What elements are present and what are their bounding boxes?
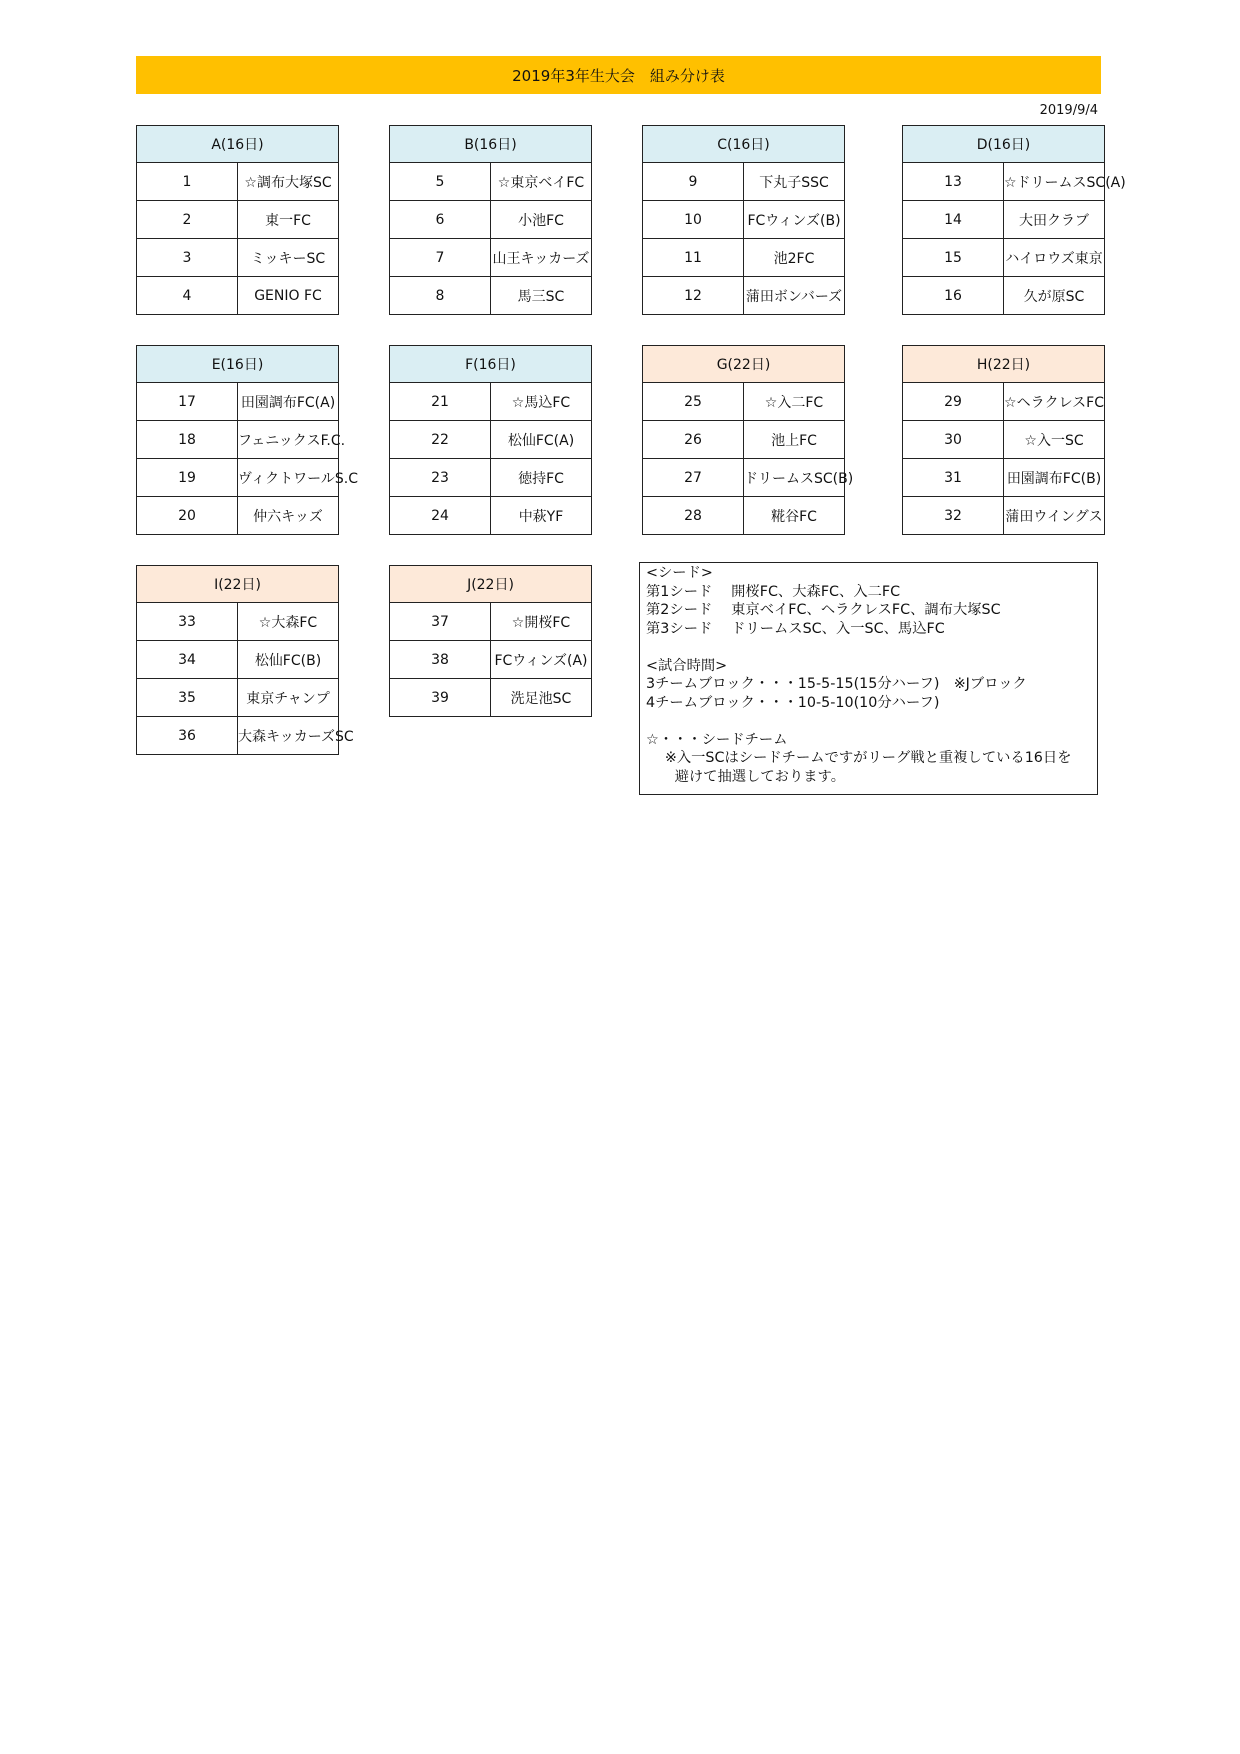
team-name: ☆東京ベイFC xyxy=(491,163,592,201)
table-row xyxy=(903,383,1105,421)
table-row xyxy=(390,277,592,315)
team-name: ミッキーSC xyxy=(238,239,339,277)
table-row xyxy=(137,459,339,497)
seed-line-1: 第1シード 開桜FC、大森FC、入二FC xyxy=(646,583,901,600)
seed-legend: ☆・・・シードチーム xyxy=(646,731,788,748)
team-number: 30 xyxy=(903,421,1004,459)
group-table xyxy=(389,125,592,315)
document-date: 2019/9/4 xyxy=(1039,103,1098,118)
team-number: 6 xyxy=(390,201,491,239)
team-number: 13 xyxy=(903,163,1004,201)
group-header: I(22日) xyxy=(137,566,339,603)
team-number: 20 xyxy=(137,497,238,535)
page-title: 2019年3年生大会 組み分け表 xyxy=(136,56,1101,94)
table-row xyxy=(137,679,339,717)
team-number: 5 xyxy=(390,163,491,201)
team-number: 17 xyxy=(137,383,238,421)
team-number: 23 xyxy=(390,459,491,497)
team-name: 久が原SC xyxy=(1004,277,1105,315)
group-header: C(16日) xyxy=(643,126,845,163)
team-name: 糀谷FC xyxy=(744,497,845,535)
team-name: 東一FC xyxy=(238,201,339,239)
team-number: 32 xyxy=(903,497,1004,535)
table-row xyxy=(137,201,339,239)
team-number: 4 xyxy=(137,277,238,315)
table-row xyxy=(137,239,339,277)
spacer xyxy=(646,638,1091,657)
group-table xyxy=(136,345,358,535)
team-number: 14 xyxy=(903,201,1004,239)
table-row xyxy=(643,163,845,201)
table-row xyxy=(903,421,1105,459)
team-number: 37 xyxy=(390,603,491,641)
group-table xyxy=(642,345,854,535)
group-table xyxy=(642,125,845,315)
table-row xyxy=(137,717,339,755)
team-name: ☆調布大塚SC xyxy=(238,163,339,201)
team-name: 蒲田ウイングス xyxy=(1004,497,1105,535)
team-number: 19 xyxy=(137,459,238,497)
time-line-2: 4チームブロック・・・10-5-10(10分ハーフ) xyxy=(646,694,940,711)
team-name: GENIO FC xyxy=(238,277,339,315)
group-header: G(22日) xyxy=(643,346,845,383)
remark-line-2: 避けて抽選しております。 xyxy=(646,768,846,785)
table-row xyxy=(390,383,592,421)
table-row xyxy=(643,201,845,239)
table-row xyxy=(137,421,339,459)
team-number: 27 xyxy=(643,459,744,497)
team-number: 25 xyxy=(643,383,744,421)
table-row xyxy=(137,277,339,315)
team-number: 33 xyxy=(137,603,238,641)
team-name: ☆ヘラクレスFC xyxy=(1004,383,1105,421)
table-row xyxy=(390,679,592,717)
team-name: 松仙FC(A) xyxy=(491,421,592,459)
team-number: 7 xyxy=(390,239,491,277)
table-row xyxy=(390,641,592,679)
table-row xyxy=(903,459,1105,497)
table-row xyxy=(643,421,845,459)
team-number: 28 xyxy=(643,497,744,535)
spacer xyxy=(646,712,1091,731)
team-name: ☆開桜FC xyxy=(491,603,592,641)
table-row xyxy=(903,163,1105,201)
team-name: ☆入二FC xyxy=(744,383,845,421)
table-row xyxy=(390,421,592,459)
seed-line-3: 第3シード ドリームスSC、入一SC、馬込FC xyxy=(646,620,945,637)
group-header: H(22日) xyxy=(903,346,1105,383)
table-row xyxy=(137,163,339,201)
team-name: ☆馬込FC xyxy=(491,383,592,421)
team-name: 松仙FC(B) xyxy=(238,641,339,679)
table-row xyxy=(643,497,845,535)
team-number: 10 xyxy=(643,201,744,239)
team-number: 36 xyxy=(137,717,238,755)
team-number: 35 xyxy=(137,679,238,717)
team-number: 11 xyxy=(643,239,744,277)
table-row xyxy=(903,277,1105,315)
table-row xyxy=(903,497,1105,535)
team-name: 田園調布FC(A) xyxy=(238,383,339,421)
team-number: 21 xyxy=(390,383,491,421)
group-table xyxy=(389,565,592,717)
team-name: 小池FC xyxy=(491,201,592,239)
table-row xyxy=(643,277,845,315)
team-name: FCウィンズ(A) xyxy=(491,641,592,679)
team-name: 馬三SC xyxy=(491,277,592,315)
team-name: 東京チャンプ xyxy=(238,679,339,717)
table-row xyxy=(390,603,592,641)
team-name: 大田クラブ xyxy=(1004,201,1105,239)
seed-line-2: 第2シード 東京ベイFC、ヘラクレスFC、調布大塚SC xyxy=(646,602,1001,618)
time-line-1: 3チームブロック・・・15-5-15(15分ハーフ) ※Jブロック xyxy=(646,676,1027,692)
table-row xyxy=(137,497,339,535)
team-number: 29 xyxy=(903,383,1004,421)
team-name: 下丸子SSC xyxy=(744,163,845,201)
group-table xyxy=(136,565,354,755)
group-header: F(16日) xyxy=(390,346,592,383)
team-number: 2 xyxy=(137,201,238,239)
remark-line-1: ※入一SCはシードチームですがリーグ戦と重複している16日を xyxy=(646,750,1072,766)
team-name: 洗足池SC xyxy=(491,679,592,717)
team-name: 池上FC xyxy=(744,421,845,459)
group-header: D(16日) xyxy=(903,126,1105,163)
team-name: FCウィンズ(B) xyxy=(744,201,845,239)
team-number: 9 xyxy=(643,163,744,201)
table-row xyxy=(643,383,845,421)
team-name: 中萩YF xyxy=(491,497,592,535)
team-name: フェニックスF.C. xyxy=(238,421,339,459)
table-row xyxy=(390,459,592,497)
team-number: 22 xyxy=(390,421,491,459)
team-number: 26 xyxy=(643,421,744,459)
team-number: 39 xyxy=(390,679,491,717)
team-name: 田園調布FC(B) xyxy=(1004,459,1105,497)
team-name: ☆大森FC xyxy=(238,603,339,641)
table-row xyxy=(137,603,339,641)
table-row xyxy=(390,163,592,201)
group-header: E(16日) xyxy=(137,346,339,383)
team-name: 仲六キッズ xyxy=(238,497,339,535)
group-table xyxy=(902,345,1105,535)
team-name: 大森キッカーズSC xyxy=(238,717,339,755)
team-number: 1 xyxy=(137,163,238,201)
notes-box xyxy=(639,562,1098,795)
team-number: 38 xyxy=(390,641,491,679)
team-number: 24 xyxy=(390,497,491,535)
table-row xyxy=(390,239,592,277)
group-header: A(16日) xyxy=(137,126,339,163)
team-number: 16 xyxy=(903,277,1004,315)
team-name: 池2FC xyxy=(744,239,845,277)
table-row xyxy=(643,239,845,277)
team-name: ハイロウズ東京 xyxy=(1004,239,1105,277)
team-number: 3 xyxy=(137,239,238,277)
team-name: ☆ドリームスSC(A) xyxy=(1004,163,1105,201)
group-table xyxy=(136,125,339,315)
team-name: ☆入一SC xyxy=(1004,421,1105,459)
group-table xyxy=(389,345,592,535)
team-name: 蒲田ボンバーズ xyxy=(744,277,845,315)
team-name: ヴィクトワールS.C xyxy=(238,459,339,497)
group-header: J(22日) xyxy=(390,566,592,603)
team-name: ドリームスSC(B) xyxy=(744,459,845,497)
table-row xyxy=(903,201,1105,239)
table-row xyxy=(137,641,339,679)
team-name: 徳持FC xyxy=(491,459,592,497)
team-number: 18 xyxy=(137,421,238,459)
time-heading: <試合時間> xyxy=(646,657,728,674)
table-row xyxy=(390,201,592,239)
table-row xyxy=(903,239,1105,277)
table-row xyxy=(643,459,845,497)
team-number: 15 xyxy=(903,239,1004,277)
seed-heading: <シード> xyxy=(646,565,713,581)
team-number: 31 xyxy=(903,459,1004,497)
team-number: 34 xyxy=(137,641,238,679)
group-table xyxy=(902,125,1126,315)
team-number: 12 xyxy=(643,277,744,315)
table-row xyxy=(390,497,592,535)
table-row xyxy=(137,383,339,421)
team-name: 山王キッカーズ xyxy=(491,239,592,277)
group-header: B(16日) xyxy=(390,126,592,163)
team-number: 8 xyxy=(390,277,491,315)
